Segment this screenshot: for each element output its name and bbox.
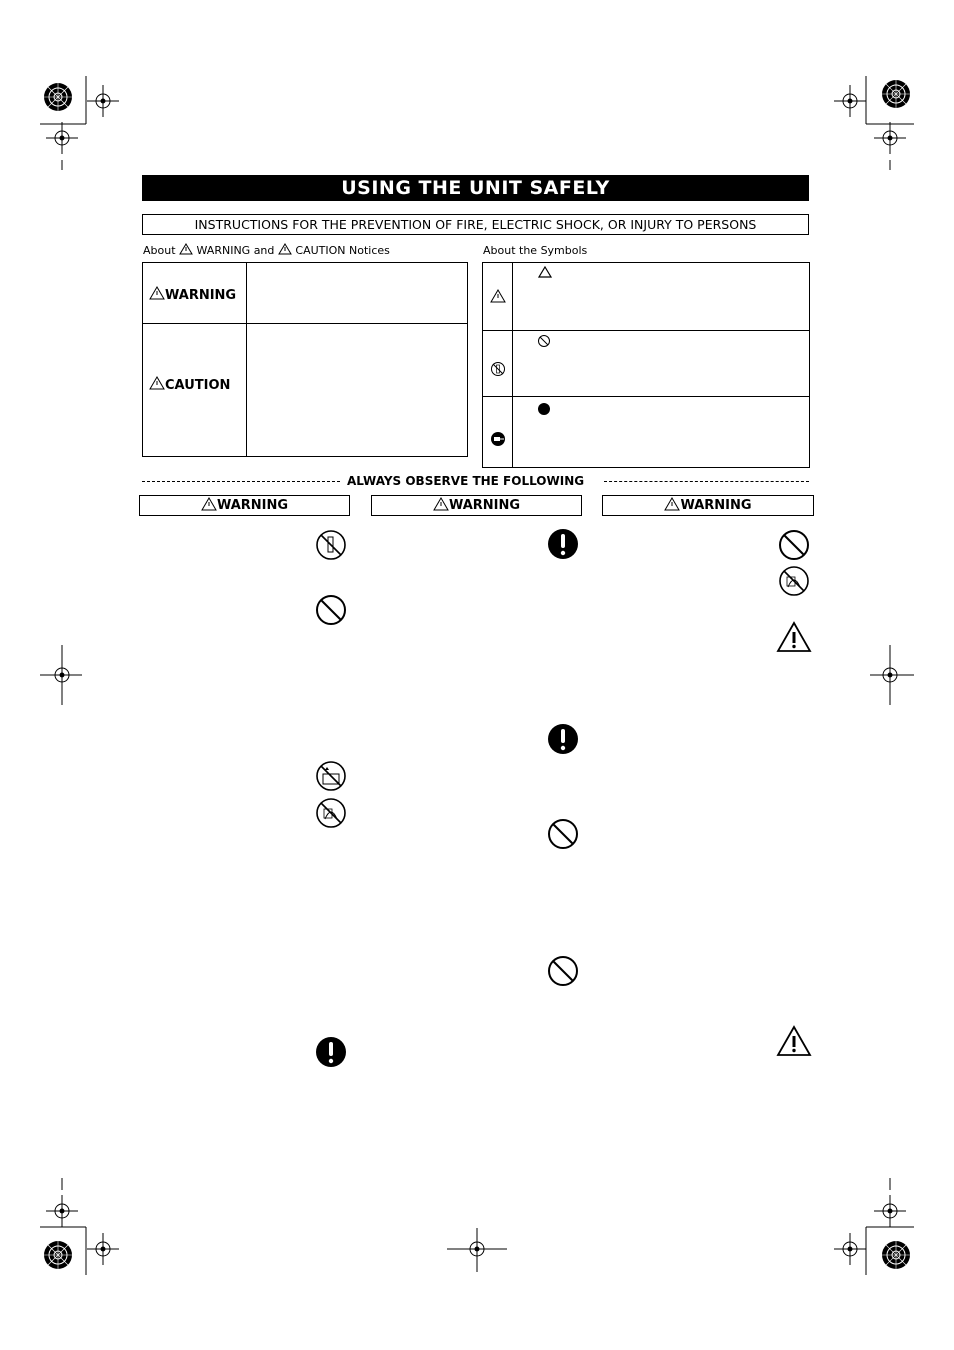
prohibited-icon xyxy=(547,955,579,987)
do-not-disassemble-icon xyxy=(490,361,506,377)
prohibited-circle-icon xyxy=(537,334,551,348)
subtitle-box: INSTRUCTIONS FOR THE PREVENTION OF FIRE, ELECTRIC SHOCK, OR INJURY TO PERSONS xyxy=(142,214,809,235)
always-observe-heading: ALWAYS OBSERVE THE FOLLOWING xyxy=(347,474,585,488)
warning-triangle-icon xyxy=(179,243,193,255)
notices-heading xyxy=(143,243,390,257)
warning-row-label: WARNING xyxy=(149,286,236,303)
caution-triangle-icon xyxy=(490,289,506,303)
unplug-icon xyxy=(490,431,506,447)
notices-heading-prefix: About xyxy=(143,244,176,257)
mandatory-dot-icon xyxy=(537,402,551,416)
prohibited-icon xyxy=(315,594,347,626)
notices-table xyxy=(142,262,468,457)
notices-heading-caution: CAUTION Notices xyxy=(295,244,390,257)
mandatory-action-icon xyxy=(315,1036,347,1068)
caution-triangle-icon xyxy=(149,376,165,390)
no-wet-hands-icon xyxy=(315,797,347,829)
caution-row-label: CAUTION xyxy=(149,376,230,393)
warning-column-header-3: WARNING xyxy=(602,495,814,516)
warning-triangle-icon xyxy=(149,286,165,300)
prohibited-icon xyxy=(547,818,579,850)
small-triangle-icon xyxy=(538,266,552,278)
caution-triangle-icon xyxy=(278,243,292,255)
separator-right xyxy=(604,481,809,482)
prohibited-icon xyxy=(778,529,810,561)
page-title: USING THE UNIT SAFELY xyxy=(142,175,809,201)
warning-triangle-icon xyxy=(664,497,680,511)
no-wet-hands-icon xyxy=(778,565,810,597)
mandatory-action-icon xyxy=(547,528,579,560)
symbols-table xyxy=(482,262,810,468)
notices-heading-warning: WARNING and xyxy=(196,244,275,257)
no-water-icon xyxy=(315,760,347,792)
warning-triangle-icon xyxy=(201,497,217,511)
warning-column-header-1: WARNING xyxy=(139,495,350,516)
symbols-heading: About the Symbols xyxy=(483,244,588,257)
mandatory-action-icon xyxy=(547,723,579,755)
do-not-disassemble-icon xyxy=(315,529,347,561)
caution-triangle-icon xyxy=(776,621,812,653)
warning-column-header-2: WARNING xyxy=(371,495,582,516)
caution-triangle-icon xyxy=(776,1025,812,1057)
separator-left xyxy=(142,481,340,482)
warning-triangle-icon xyxy=(433,497,449,511)
